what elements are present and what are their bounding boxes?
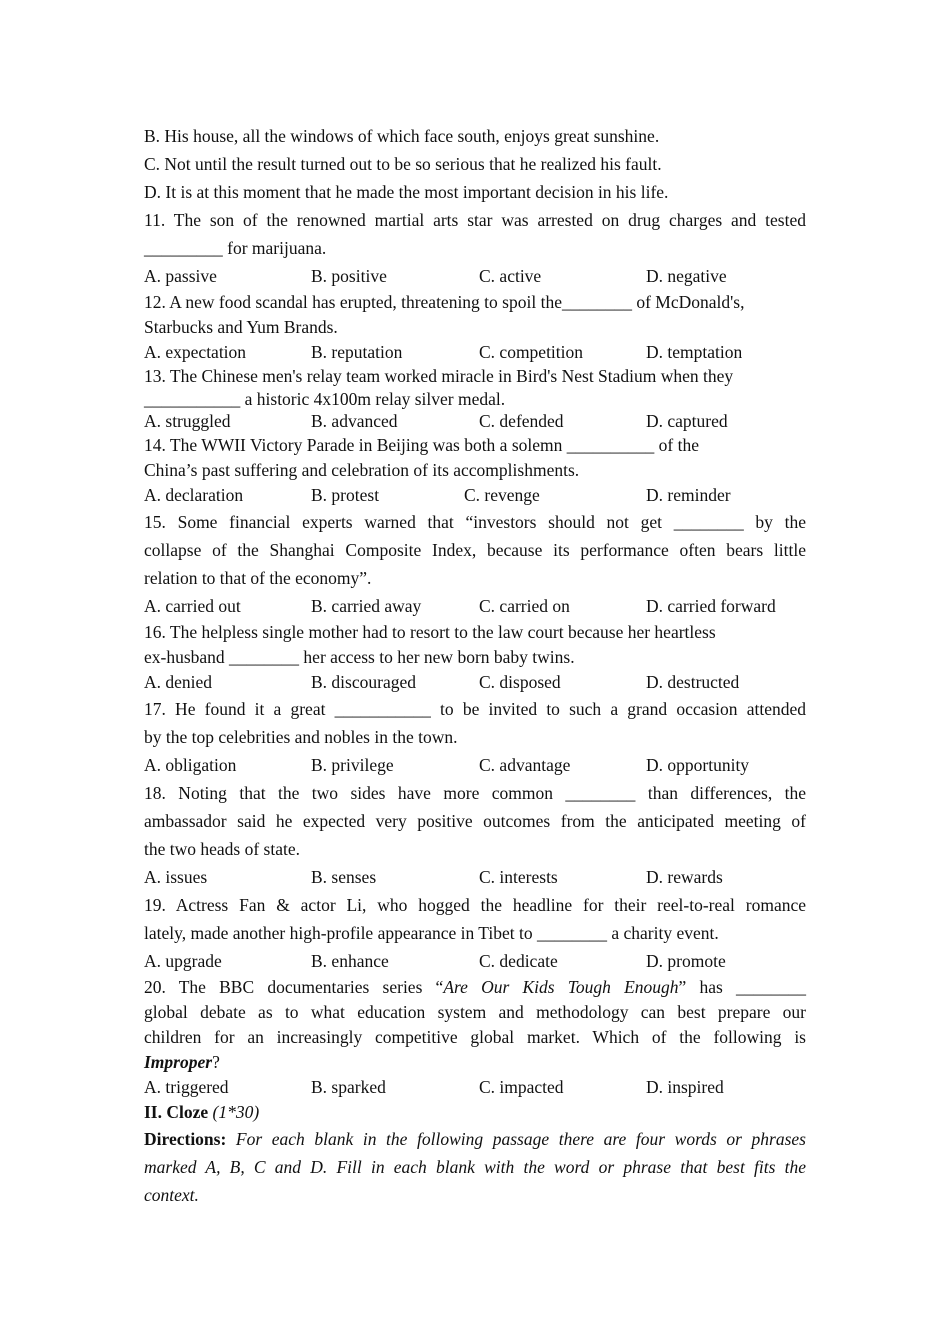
- option: A. declaration: [144, 484, 244, 505]
- question-16-stem: 16. The helpless single mother had to resort to the law court because her heartless: [144, 621, 716, 642]
- question-15-stem-end: relation to that of the economy”.: [144, 567, 372, 588]
- question-17-options: [144, 751, 806, 779]
- option: C. interests: [479, 866, 558, 887]
- question-15-stem: 15. Some financial experts warned that “investors should not get ________ by the: [144, 511, 806, 532]
- option: A. struggled: [144, 411, 231, 431]
- question-19-stem-cont: lately, made another high-profile appearance in Tibet to ________ a charity event.: [144, 922, 719, 943]
- question-13-options: [144, 410, 806, 433]
- question-11-stem-cont: _________ for marijuana.: [144, 238, 327, 258]
- option: B. carried away: [311, 595, 422, 616]
- option: C. competition: [479, 342, 584, 362]
- directions-cont: marked A, B, C and D. Fill in each blank with the word or phrase that best fits the: [144, 1156, 806, 1177]
- option: C. advantage: [479, 754, 571, 775]
- question-16-stem-cont: ex-husband ________ her access to her new born baby twins.: [144, 646, 575, 667]
- question-20-stem-cont2: children for an increasingly competitive global market. Which of the following is: [144, 1026, 806, 1047]
- option: D. promote: [646, 950, 726, 971]
- option: D. negative: [646, 266, 727, 286]
- option: C. carried on: [479, 595, 570, 616]
- option-c: C. Not until the result turned out to be so serious that he realized his fault.: [144, 154, 662, 174]
- option: B. senses: [311, 866, 377, 887]
- option: C. dedicate: [479, 950, 558, 971]
- option: A. obligation: [144, 754, 237, 775]
- question-15-stem-cont: collapse of the Shanghai Composite Index, because its performance often bears little: [144, 539, 806, 560]
- option-b: B. His house, all the windows of which face south, enjoys great sunshine.: [144, 126, 660, 146]
- option: D. temptation: [646, 342, 743, 362]
- option: C. disposed: [479, 671, 561, 692]
- question-18-stem-cont: ambassador said he expected very positive outcomes from the anticipated meeting of: [144, 810, 806, 831]
- option: D. carried forward: [646, 595, 776, 616]
- option: B. sparked: [311, 1076, 386, 1097]
- question-11-stem: 11. The son of the renowned martial arts star was arrested on drug charges and tested: [144, 210, 806, 230]
- option: B. privilege: [311, 754, 394, 775]
- option: D. destructed: [646, 671, 740, 692]
- question-17-stem-cont: by the top celebrities and nobles in the town.: [144, 726, 458, 747]
- question-15-options: [144, 592, 806, 620]
- question-20-prefix: 20. The BBC documentaries series “: [144, 976, 444, 997]
- option: A. passive: [144, 266, 217, 286]
- directions-end: context.: [144, 1184, 199, 1205]
- option: C. revenge: [464, 484, 540, 505]
- option: B. protest: [311, 484, 380, 505]
- option: C. impacted: [479, 1076, 564, 1097]
- question-18-stem: 18. Noting that the two sides have more common ________ than differences, the: [144, 782, 806, 803]
- question-20-options: [144, 1075, 806, 1100]
- question-17-stem: 17. He found it a great ___________ to be invited to such a grand occasion attended: [144, 698, 806, 719]
- option: B. positive: [311, 266, 387, 286]
- section-title: II. Cloze: [144, 1101, 209, 1122]
- question-14-options: [144, 483, 806, 508]
- question-19-options: [144, 947, 806, 975]
- question-18-stem-end: the two heads of state.: [144, 838, 300, 859]
- question-20-stem: [144, 975, 806, 1000]
- option: A. triggered: [144, 1076, 229, 1097]
- option: A. upgrade: [144, 950, 222, 971]
- directions: [144, 1125, 806, 1153]
- question-16-options: [144, 670, 806, 695]
- directions-text: For each blank in the following passage there are four words or phrases: [235, 1128, 806, 1149]
- option: A. issues: [144, 866, 208, 887]
- option: A. denied: [144, 671, 213, 692]
- question-14-stem-cont: China’s past suffering and celebration of its accomplishments.: [144, 459, 580, 480]
- option: B. enhance: [311, 950, 389, 971]
- question-20-title: Are Our Kids Tough Enough: [443, 976, 679, 997]
- option: A. carried out: [144, 595, 241, 616]
- question-13-stem: 13. The Chinese men's relay team worked miracle in Bird's Nest Stadium when they: [144, 366, 734, 386]
- question-20-qmark: ?: [212, 1051, 220, 1072]
- option: C. defended: [479, 411, 564, 431]
- section-score: (1*30): [212, 1101, 260, 1122]
- question-14-stem: 14. The WWII Victory Parade in Beijing was both a solemn __________ of the: [144, 434, 699, 455]
- directions-label: Directions:: [144, 1128, 227, 1149]
- option: B. discouraged: [311, 671, 416, 692]
- option: B. reputation: [311, 342, 403, 362]
- option-d: D. It is at this moment that he made the most important decision in his life.: [144, 182, 669, 202]
- exam-page: [144, 122, 806, 1209]
- option: D. reminder: [646, 484, 731, 505]
- option: B. advanced: [311, 411, 398, 431]
- option: D. inspired: [646, 1076, 724, 1097]
- question-20-stem-cont: global debate as to what education system and methodology can best prepare our: [144, 1001, 806, 1022]
- question-18-options: [144, 863, 806, 891]
- question-12-stem-cont: Starbucks and Yum Brands.: [144, 317, 338, 337]
- question-12-stem: 12. A new food scandal has erupted, threatening to spoil the________ of McDonald's,: [144, 292, 745, 312]
- question-20-improper: Improper: [144, 1051, 213, 1072]
- option: D. captured: [646, 411, 728, 431]
- option: C. active: [479, 266, 542, 286]
- question-11-options: [144, 262, 806, 290]
- option: A. expectation: [144, 342, 247, 362]
- question-20-suffix: ” has ________: [678, 976, 806, 997]
- question-19-stem: 19. Actress Fan & actor Li, who hogged the headline for their reel-to-real romance: [144, 894, 806, 915]
- option: D. rewards: [646, 866, 723, 887]
- question-20-stem-end: [144, 1050, 806, 1075]
- option: D. opportunity: [646, 754, 750, 775]
- section-heading: [144, 1100, 806, 1125]
- question-13-stem-cont: ___________ a historic 4x100m relay silver medal.: [144, 388, 506, 409]
- question-12-options: [144, 340, 806, 365]
